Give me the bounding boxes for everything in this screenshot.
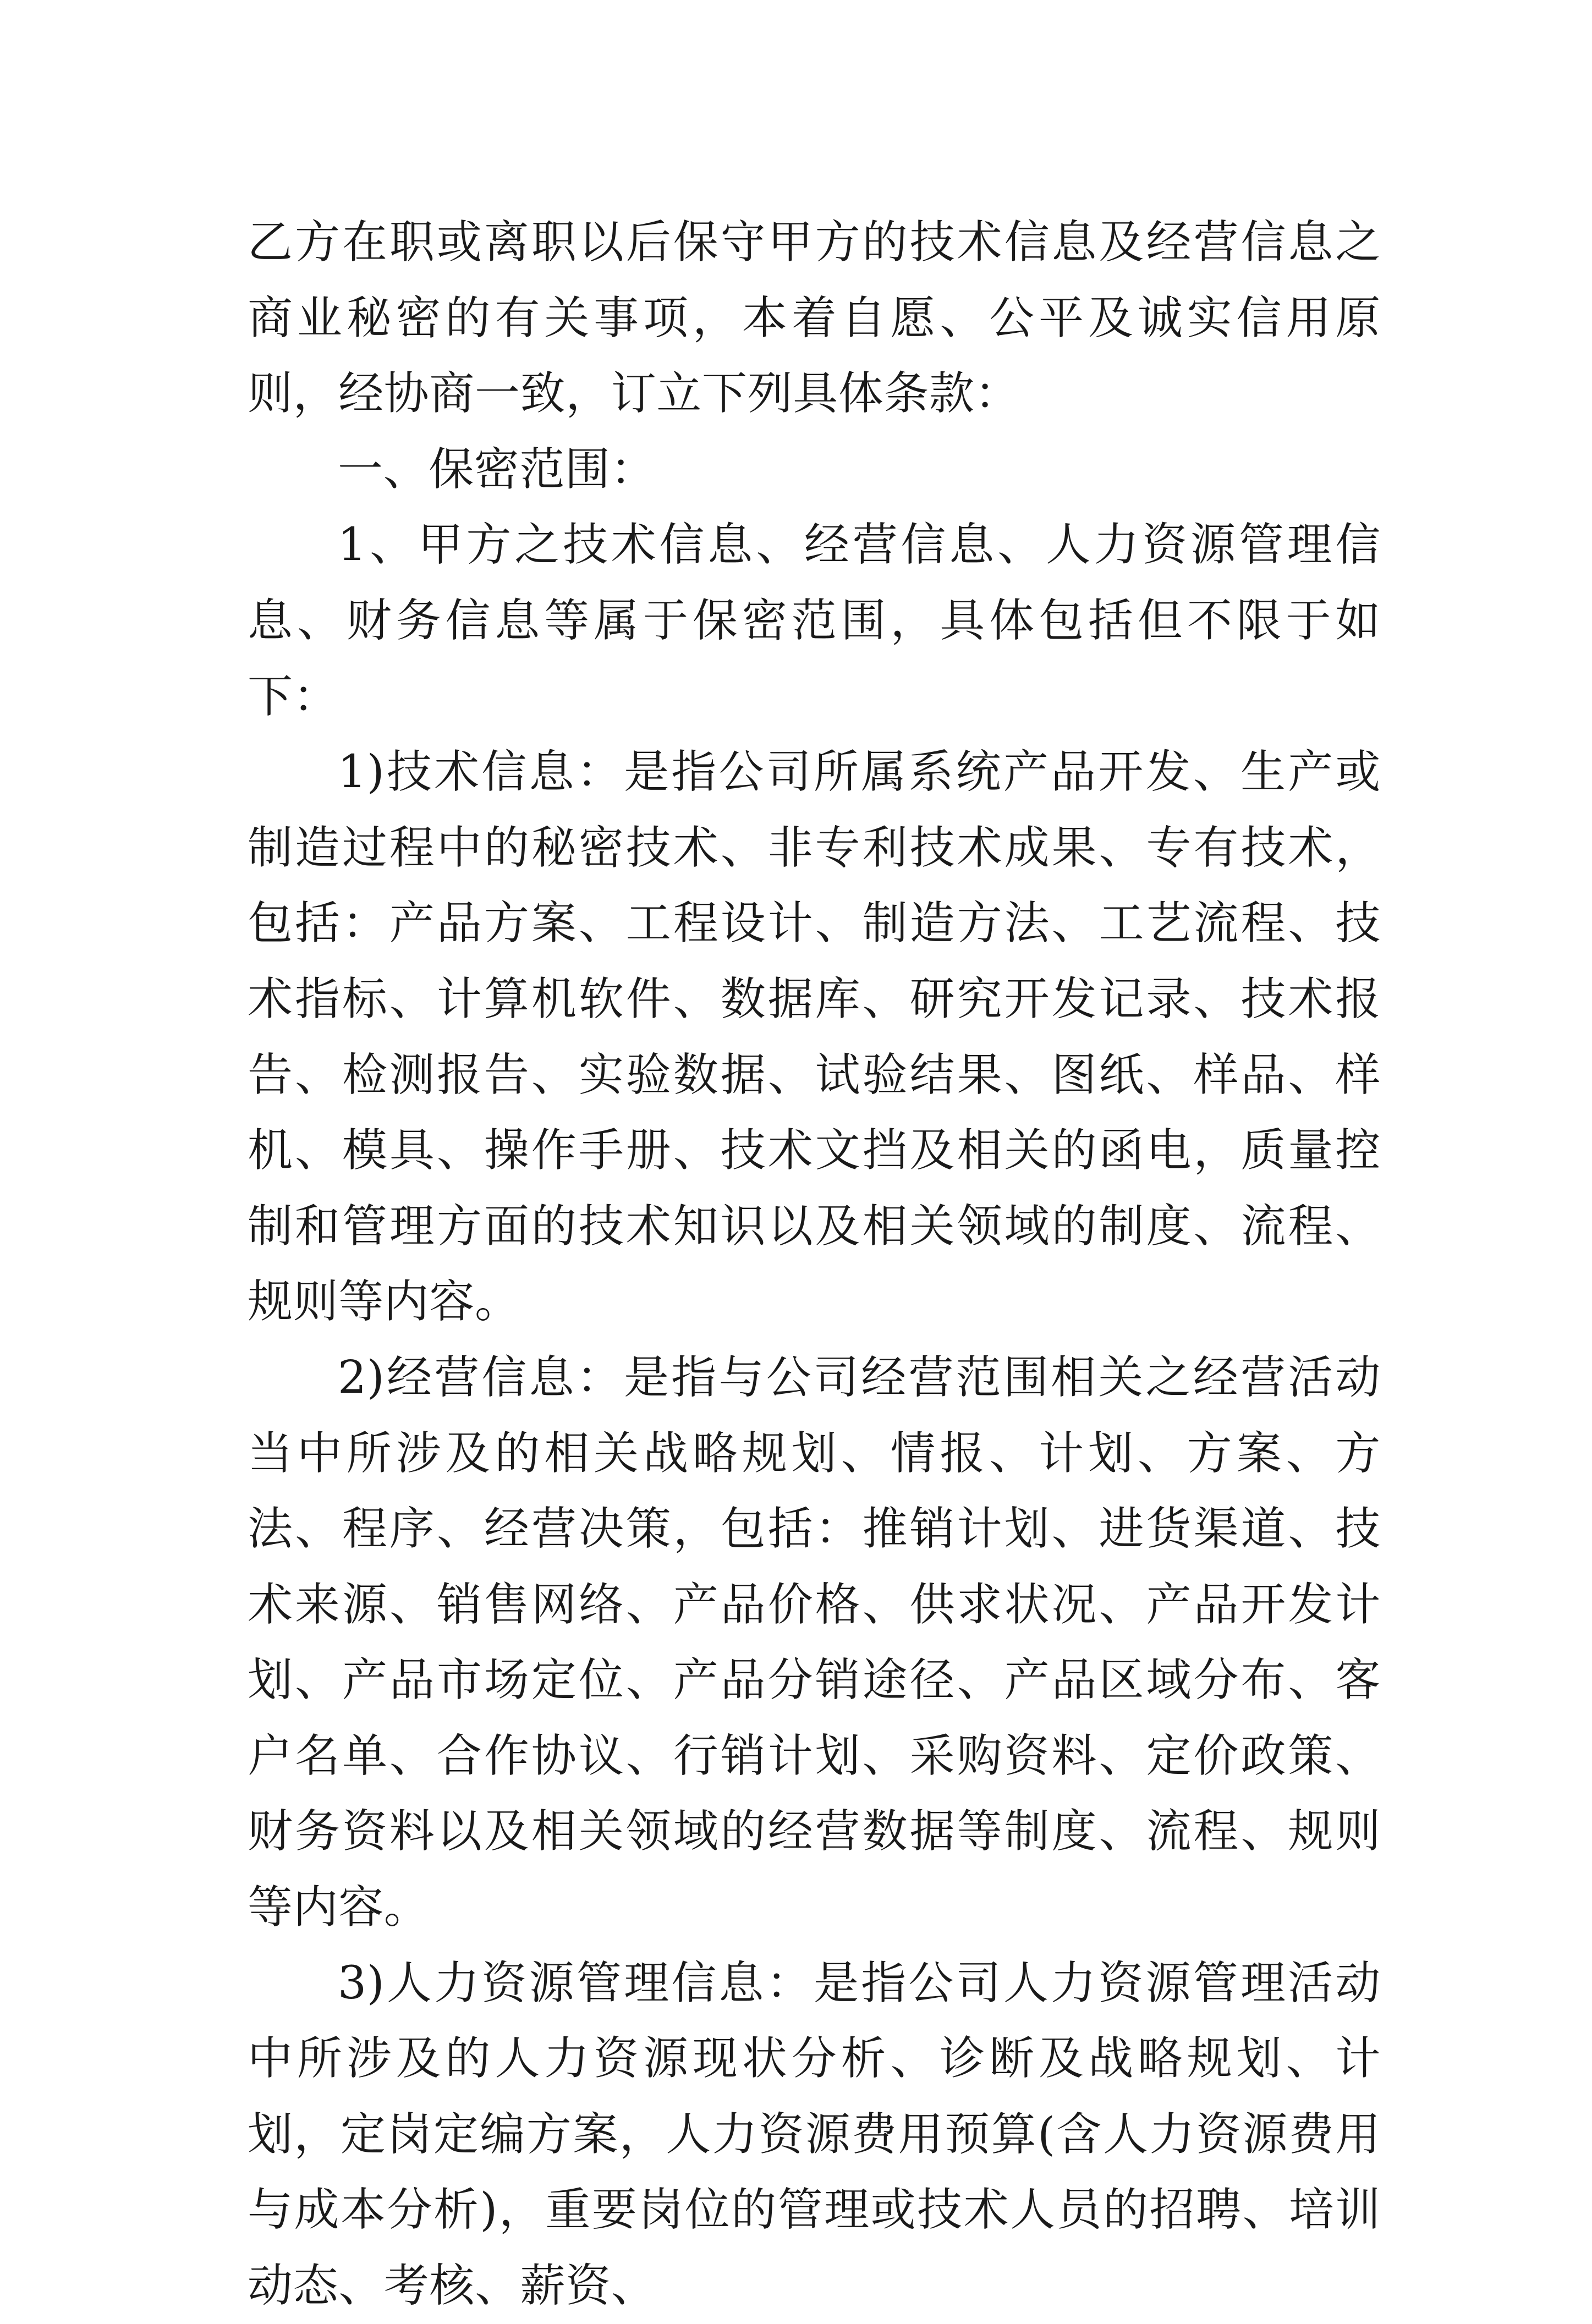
section-heading-confidential-scope: 一、保密范围： <box>338 443 656 496</box>
document-body <box>248 205 1381 2324</box>
clause-1: 1、甲方之技术信息、经营信息、人力资源管理信息、财务信息等属于保密范围，具体包括但不限于如下： <box>248 519 1381 723</box>
clause-3-hr-info: 3)人力资源管理信息：是指公司人力资源管理活动中所涉及的人力资源现状分析、诊断及战略规划、计划，定岗定编方案，人力资源费用预算(含人力资源费用与成本分析)，重要岗位的管理或技术人员的招聘、培训动态、考核、薪资、 <box>248 1957 1381 2312</box>
paragraph-intro: 乙方在职或离职以后保守甲方的技术信息及经营信息之商业秘密的有关事项，本着自愿、公平及诚实信用原则，经协商一致，订立下列具体条款： <box>248 216 1381 420</box>
clause-2-business-info: 2)经营信息：是指与公司经营范围相关之经营活动当中所涉及的相关战略规划、情报、计划、方案、方法、程序、经营决策，包括：推销计划、进货渠道、技术来源、销售网络、产品价格、供求状况、产品开发计划、产品市场定位、产品分销途径、产品区域分布、客户名单、合作协议、行销计划、采购资料、定价政策、财务资料以及相关领域的经营数据等制度、流程、规则等内容。 <box>248 1351 1381 1934</box>
clause-1-technical-info: 1)技术信息：是指公司所属系统产品开发、生产或制造过程中的秘密技术、非专利技术成果、专有技术，包括：产品方案、工程设计、制造方法、工艺流程、技术指标、计算机软件、数据库、研究开发记录、技术报告、检测报告、实验数据、试验结果、图纸、样品、样机、模具、操作手册、技术文挡及相关的函电，质量控制和管理方面的技术知识以及相关领域的制度、流程、规则等内容。 <box>248 746 1381 1328</box>
